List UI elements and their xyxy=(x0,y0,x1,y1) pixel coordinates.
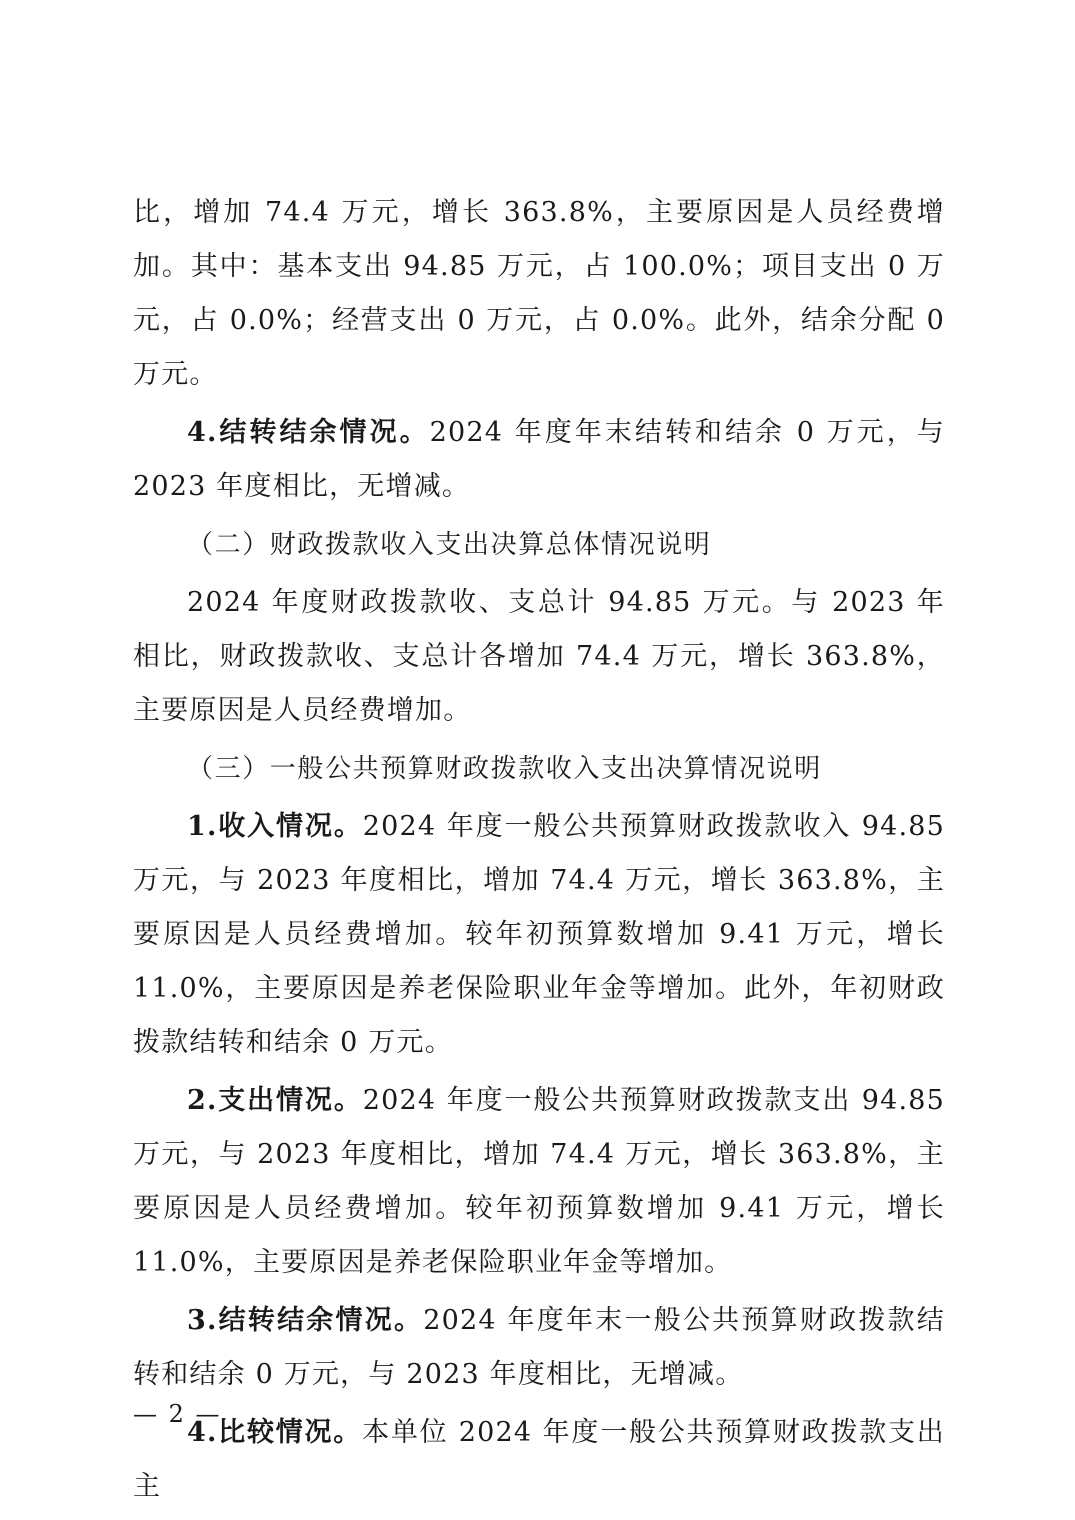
paragraph-text: 2024 年度一般公共预算财政拨款支出 94.85 万元，与 2023 年度相比，增加 74.4 万元，增长 363.8%，主要原因是人员经费增加。较年初预算数增加 9.41 万元，增长 11.0%，主要原因是养老保险职业年金等增加。 xyxy=(133,1085,945,1278)
paragraph-heading: 3.结转结余情况。 xyxy=(187,1305,424,1336)
paragraph-text: 2024 年度年末结转和结余 0 万元，与 2023 年度相比，无增减。 xyxy=(133,417,945,502)
section-heading-3 xyxy=(133,742,945,796)
paragraph-fiscal-total xyxy=(133,576,945,738)
paragraph-comparison xyxy=(133,1406,945,1514)
paragraph-text: 2024 年度一般公共预算财政拨款收入 94.85 万元，与 2023 年度相比，增加 74.4 万元，增长 363.8%，主要原因是人员经费增加。较年初预算数增加 9.41 万元，增长 11.0%，主要原因是养老保险职业年金等增加。此外，年初财政拨款结转和结余 0 万元。 xyxy=(133,811,945,1058)
document-body xyxy=(133,186,945,1514)
paragraph-expenditure-continued xyxy=(133,186,945,402)
paragraph-heading: 2.支出情况。 xyxy=(187,1085,363,1116)
section-heading-2 xyxy=(133,518,945,572)
paragraph-heading: 4.比较情况。 xyxy=(187,1417,363,1448)
paragraph-carryover-balance xyxy=(133,406,945,514)
section-heading-text: （二）财政拨款收入支出决算总体情况说明 xyxy=(187,530,712,560)
page-number: — 2 — xyxy=(133,1400,222,1428)
paragraph-text: 比，增加 74.4 万元，增长 363.8%，主要原因是人员经费增加。其中：基本支出 94.85 万元，占 100.0%；项目支出 0 万元，占 0.0%；经营支出 0 万元，占 0.0%。此外，结余分配 0 万元。 xyxy=(133,197,945,390)
paragraph-general-carryover xyxy=(133,1294,945,1402)
paragraph-text: 2024 年度年末一般公共预算财政拨款结转和结余 0 万元，与 2023 年度相比，无增减。 xyxy=(133,1305,945,1390)
paragraph-text: 2024 年度财政拨款收、支总计 94.85 万元。与 2023 年相比，财政拨款收、支总计各增加 74.4 万元，增长 363.8%，主要原因是人员经费增加。 xyxy=(133,587,945,726)
paragraph-income xyxy=(133,800,945,1070)
paragraph-heading: 4.结转结余情况。 xyxy=(187,417,430,448)
section-heading-text: （三）一般公共预算财政拨款收入支出决算情况说明 xyxy=(187,754,822,784)
paragraph-text: 本单位 2024 年度一般公共预算财政拨款支出主 xyxy=(133,1417,945,1502)
paragraph-heading: 1.收入情况。 xyxy=(187,811,363,842)
paragraph-expenditure xyxy=(133,1074,945,1290)
